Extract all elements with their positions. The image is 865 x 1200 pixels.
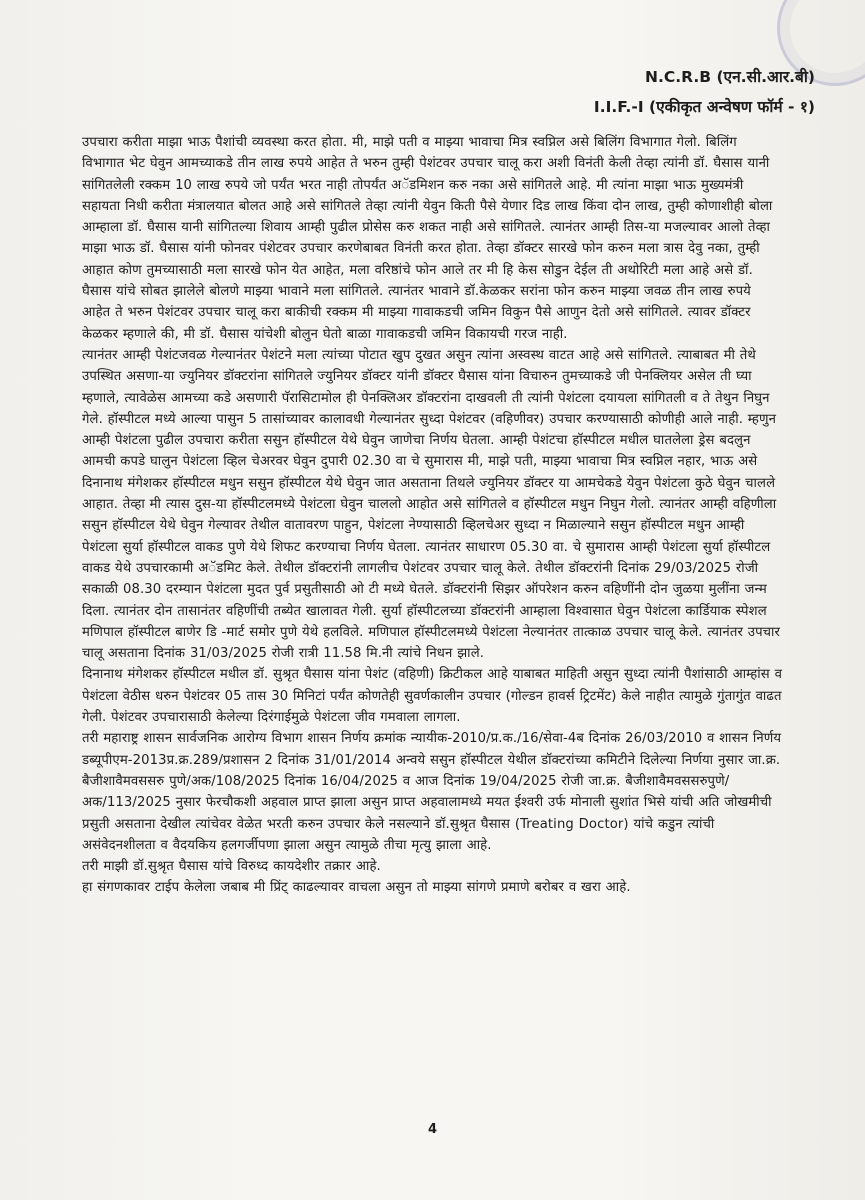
statement-body bbox=[82, 132, 782, 899]
paragraph-billing: उपचारा करीता माझा भाऊ पैशांची व्यवस्था करत होता. मी, माझे पती व माझ्या भावाचा मित्र स्वप्निल असे बिलिंग विभागात गेलो. बिलिंग विभागात भेट घेवुन आमच्याकडे तीन लाख रुपये आहेत ते भरुन तुम्ही पेशंटवर उपचार चालू करा अशी विनंती केली तेव्हा त्यांनी डॉ. घैसास यानी सांगितलेली रक्कम 10 लाख रुपये जो पर्यंत भरत नाही तोपर्यंत अॅडमिशन करु नका असे सांगितले आहे. मी त्यांना माझा भाऊ मुख्यमंत्री सहायता निधी करीता मंत्रालयात बोलत आहे असे सांगितले तेव्हा त्यांनी येवुन किती पैसे येणार दिड लाख किंवा दोन लाख, तुम्ही कोणाशीही बोला आम्हाला डॉ. घैसास यानी सांगितल्या शिवाय आम्ही पुढील प्रोसेस करु शकत नाही असे सांगितले. त्यानंतर आम्ही तिस-या मजल्यावर आलो तेव्हा माझा भाऊ डॉ. घैसास यांनी फोनवर पंशेटवर उपचार करणेबाबत विनंती करत होता. तेव्हा डॉक्टर सारखे फोन करुन मला त्रास देवु नका, तुम्ही आहात कोण तुमच्यासाठी मला सारखे फोन येत आहेत, मला वरिष्ठांचे फोन आले तर मी हि केस सोडुन देईल ती अथोरिटी मला आहे असे डॉ. घैसास यांचे सोबत झालेले बोलणे माझ्या भावाने मला सांगितले. त्यानंतर भावाने डॉ.केळकर सरांना फोन करुन माझ्या जवळ तीन लाख रुपये आहेत ते भरुन पेशंटवर उपचार चालू करा बाकीची रक्कम मी माझ्या गावाकडची जमिन विकुन पैसे आणुन देतो असे सांगितले. त्यावर डॉक्टर केळकर म्हणाले की, मी डॉ. घैसास यांचेशी बोलुन घेतो बाळा गावाकडची जमिन विकायची गरज नाही. bbox=[82, 135, 773, 342]
paragraph-complaint: तरी माझी डॉ.सुश्रृत घैसास यांचे विरुध्द कायदेशीर तक्रार आहे. bbox=[82, 859, 381, 875]
header-ncrb: N.C.R.B (एन.सी.आर.बी) bbox=[645, 68, 815, 86]
page-number: 4 bbox=[427, 1122, 438, 1137]
paragraph-government-order: तरी महाराष्ट्र शासन सार्वजनिक आरोग्य विभाग शासन निर्णय क्रमांक न्यायीक-2010/प्र.क./16/सेवा-4ब दिनांक 26/03/2010 व शासन निर्णय डब्यूपीएम-2013प्र.क्र.289/प्रशासन 2 दिनांक 31/01/2014 अन्वये ससुन हॉस्पीटल येथील डॉक्टरांच्या कमिटीने दिलेल्या निर्णया नुसार जा.क्र. बैजीशावैमवससरु पुणे/अक/108/2025 दिनांक 16/04/2025 व आज दिनांक 19/04/2025 रोजी जा.क्र. बैजीशावैमवससरुपुणे/अक/113/2025 नुसार फेरचौकशी अहवाल प्राप्त झाला असुन प्राप्त अहवालामध्ये मयत ईश्वरी उर्फ मोनाली सुशांत भिसे यांची अति जोखमीची प्रसुती असताना देखील त्यांचेवर वेळेत भरती करुन उपचार केले नसल्याने डॉ.सुश्रृत घैसास (Treating Doctor) यांचे कडुन त्यांची असंवेदनशीलता व वैदयकिय हलगर्जीपणा झाला असुन त्यामुळे तीचा मृत्यु झाला आहे. bbox=[82, 731, 782, 853]
header-iif: I.I.F.-I (एकीकृत अन्वेषण फॉर्म - १) bbox=[593, 98, 815, 116]
paragraph-hospital-transfer: त्यानंतर आम्ही पेशंटजवळ गेल्यानंतर पेशंटने मला त्यांच्या पोटात खुप दुखत असुन त्यांना अस्वस्थ वाटत आहे असे सांगितले. त्याबाबत मी तेथे उपस्थित असणा-या ज्युनियर डॉक्टरांना सांगितले ज्युनियर डॉक्टर यांनी डॉक्टर घैसास यांना विचारुन तुमच्याकडे जी पेनक्लियर असेल ती घ्या म्हणाले, त्यावेळेस आमच्या कडे असणारी पॅरासिटामोल ही पेनक्लिअर डॉक्टरांना दाखवली ती त्यांनी पेशंटला दयायला सांगितली व ते तेथुन निघुन गेले. हॉस्पीटल मध्ये आल्या पासुन 5 तासांच्यावर कालावधी गेल्यानंतर सुध्दा पेशंटवर (वहिणीवर) उपचार करण्यासाठी कोणीही आले नाही. म्हणुन आम्ही पेशंटला पुढील उपचारा करीता ससुन हॉस्पीटल येथे घेवुन जाणेचा निर्णय घेतला. आम्ही पेशंटचा हॉस्पीटल मधील घातलेला ड्रेस बदलुन आमची कपडे घालुन पेशंटला व्हिल चेअरवर घेवुन दुपारी 02.30 वा चे सुमारास मी, माझे पती, माझ्या भावाचा मित्र स्वप्निल नहार, भाऊ असे दिनानाथ मंगेशकर हॉस्पीटल मधुन ससुन हॉस्पीटल येथे घेवुन जात असताना तिथले ज्युनियर डॉक्टर या आमचेकडे येवुन पेशंटला कुठे घेवुन चालले आहात. तेव्हा मी त्यास दुस-या हॉस्पीटलमध्ये पेशंटला घेवुन चाललो आहोत असे सांगितले व हॉस्पीटल मधुन निघुन गेलो. त्यानंतर आम्ही वहिणीला ससुन हॉस्पीटल येथे घेवुन गेल्यावर तेथील वातावरण पाहुन, पेशंटला नेण्यासाठी व्हिलचेअर सुध्दा न मिळाल्याने ससुन हॉस्पीटल मधुन आम्ही पेशंटला सुर्या हॉस्पीटल वाकड पुणे येथे शिफट करण्याचा निर्णय घेतला. त्यानंतर साधारण 05.30 वा. चे सुमारास आम्ही पेशंटला सुर्या हॉस्पीटल वाकड येथे उपचारकामी अॅडमिट केले. तेथील डॉक्टरांनी लागलीच पेशंटवर उपचार चालू केले. तेथील डॉक्टरांनी दिनांक 29/03/2025 रोजी सकाळी 08.30 दरम्यान पेशंटला मुदत पुर्व प्रसुतीसाठी ओ टी मध्ये घेतले. डॉक्टरांनी सिझर ऑपरेशन करुन वहिणींनी दोन जुळया मुलींना जन्म दिला. त्यानंतर दोन तासानंतर वहिणींची तब्येत खालावत गेली. सुर्या हॉस्पीटलच्या डॉक्टरांनी आम्हाला विश्वासात घेवुन पेशंटला कार्डियाक स्पेशल मणिपाल हॉस्पीटल बाणेर डि -मार्ट समोर पुणे येथे हलविले. मणिपाल हॉस्पीटलमध्ये पेशंटला नेल्यानंतर तात्काळ उपचार चालू केले. त्यानंतर उपचार चालू असताना दिनांक 31/03/2025 रोजी रात्री 11.58 मि.नी त्यांचे निधन झाले. bbox=[82, 347, 781, 662]
paragraph-declaration: हा संगणकावर टाईप केलेला जबाब मी प्रिंट् काढल्यावर वाचला असुन तो माझ्या सांगणे प्रमाणे बरोबर व खरा आहे. bbox=[82, 880, 631, 896]
paragraph-negligence: दिनानाथ मंगेशकर हॉस्पीटल मधील डॉ. सुश्रृत घैसास यांना पेशंट (वहिणी) क्रिटीकल आहे याबाबत माहिती असुन सुध्दा त्यांनी पैशांसाठी आम्हांस व पेशंटला वेठीस धरुन पेशंटवर 05 तास 30 मिनिटां पर्यंत कोणतेही सुवर्णकालीन उपचार (गोल्डन हावर्स ट्रिटमेंट) केले नाहीत त्यामुळे गुंतागुंत वाढत गेली. पेशंटवर उपचारासाठी केलेल्या दिरंगाईमुळे पेशंटला जीव गमवाला लागला. bbox=[82, 667, 783, 726]
form-header bbox=[594, 62, 815, 122]
